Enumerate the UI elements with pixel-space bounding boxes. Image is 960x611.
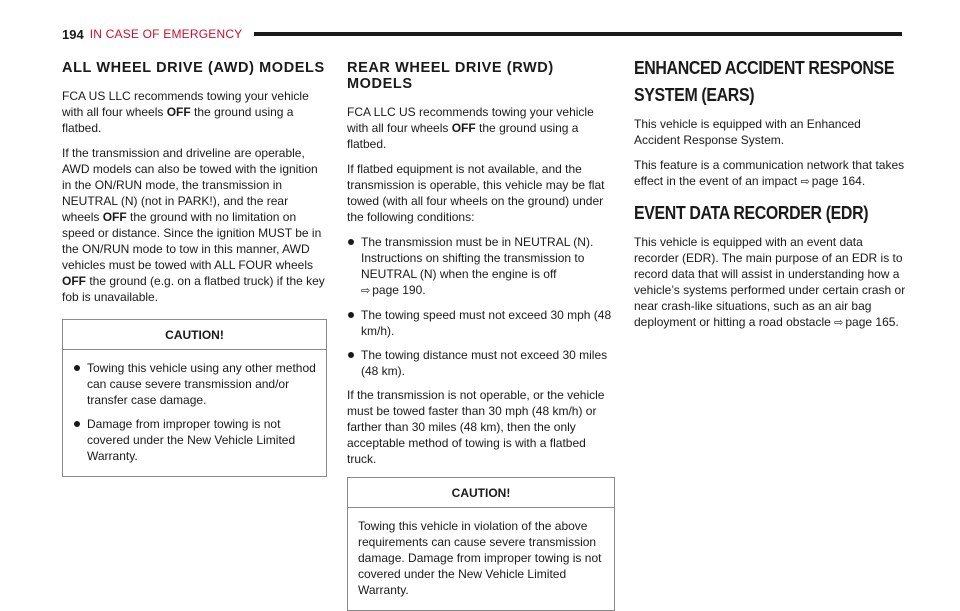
heading-edr: EVENT DATA RECORDER (EDR) (634, 202, 869, 223)
bullet-icon (348, 352, 354, 358)
heading-rwd: REAR WHEEL DRIVE (RWD) MODELS (347, 60, 554, 92)
caution-text: Towing this vehicle in violation of the above requirements can cause severe transmission damage. Damage from improper towing is not covered under the New Vehicle Limited Warranty. (358, 519, 602, 597)
page-reference-link[interactable]: ⇨ page 165. (834, 315, 899, 329)
ears-paragraph-1: This vehicle is equipped with an Enhanced Accident Response System. (634, 117, 861, 147)
caution-item: Damage from improper towing is not covered under the New Vehicle Limited Warranty. (73, 416, 316, 464)
bullet-icon (348, 312, 354, 318)
edr-paragraph: This vehicle is equipped with an event data recorder (EDR). The main purpose of an EDR is to record data that will assist in understanding how a vehicle’s systems performed under certain crash or near crash-like situations, such as an air bag deployment or hitting a road obstacle ⇨ page 165. (634, 235, 906, 329)
column-ears-edr (634, 54, 906, 340)
awd-paragraph-1: FCA US LLC recommends towing your vehicle with all four wheels OFF the ground using a flatbed. (62, 89, 309, 135)
column-awd (62, 54, 327, 477)
awd-paragraph-2: If the transmission and driveline are operable, AWD models can also be towed with the ignition in the ON/RUN mode, the transmission in NEUTRAL (N) (not in PARK!), and the rear wheels OFF the ground with no limitation on speed or distance. Since the ignition MUST be in the ON/RUN mode to tow in this manner, AWD vehicles must be towed with ALL FOUR wheels OFF the ground (e.g. on a flatbed truck) if the key fob is unavailable. (62, 146, 325, 304)
page-number: 194 (62, 26, 84, 42)
caution-box-awd (62, 319, 327, 477)
heading-awd: ALL WHEEL DRIVE (AWD) MODELS (62, 60, 325, 76)
caution-item: Towing this vehicle using any other method can cause severe transmission and/or transfer case damage. (73, 360, 316, 408)
list-item: The towing speed must not exceed 30 mph (48 km/h). (347, 307, 615, 339)
header-rule (254, 32, 902, 36)
bullet-icon (74, 421, 80, 427)
rwd-paragraph-2: If flatbed equipment is not available, and the transmission is operable, this vehicle may be flat towed (with all four wheels on the ground) under the following conditions: (347, 162, 605, 224)
bullet-icon (74, 365, 80, 371)
arrow-right-icon: ⇨ (834, 317, 844, 329)
rwd-conditions-list (347, 234, 615, 379)
caution-title: CAUTION! (348, 478, 614, 508)
list-item: The transmission must be in NEUTRAL (N). Instructions on shifting the transmission to NEUTRAL (N) when the engine is off ⇨ page 190. (347, 234, 615, 299)
list-item: The towing distance must not exceed 30 miles (48 km). (347, 347, 615, 379)
arrow-right-icon: ⇨ (361, 285, 371, 297)
section-title: IN CASE OF EMERGENCY (89, 27, 243, 41)
ears-paragraph-2: This feature is a communication network that takes effect in the event of an impact ⇨ page 164. (634, 158, 905, 188)
page-reference-link[interactable]: ⇨ page 164. (800, 174, 866, 188)
rwd-paragraph-3: If the transmission is not operable, or the vehicle must be towed faster than 30 mph (48 km/h) or farther than 30 miles (48 km), then the only acceptable method of towing is with a flatbed truck. (347, 388, 605, 466)
caution-box-rwd (347, 477, 615, 611)
heading-ears: ENHANCED ACCIDENT RESPONSE SYSTEM (EARS) (634, 57, 895, 105)
rwd-paragraph-1: FCA LLC US recommends towing your vehicle with all four wheels OFF the ground using a flatbed. (347, 105, 594, 151)
column-rwd (347, 54, 615, 611)
caution-title: CAUTION! (63, 320, 326, 350)
page-reference-link[interactable]: ⇨ page 190. (361, 283, 426, 297)
page-header (62, 24, 902, 44)
bullet-icon (348, 239, 354, 245)
arrow-right-icon: ⇨ (800, 176, 810, 188)
